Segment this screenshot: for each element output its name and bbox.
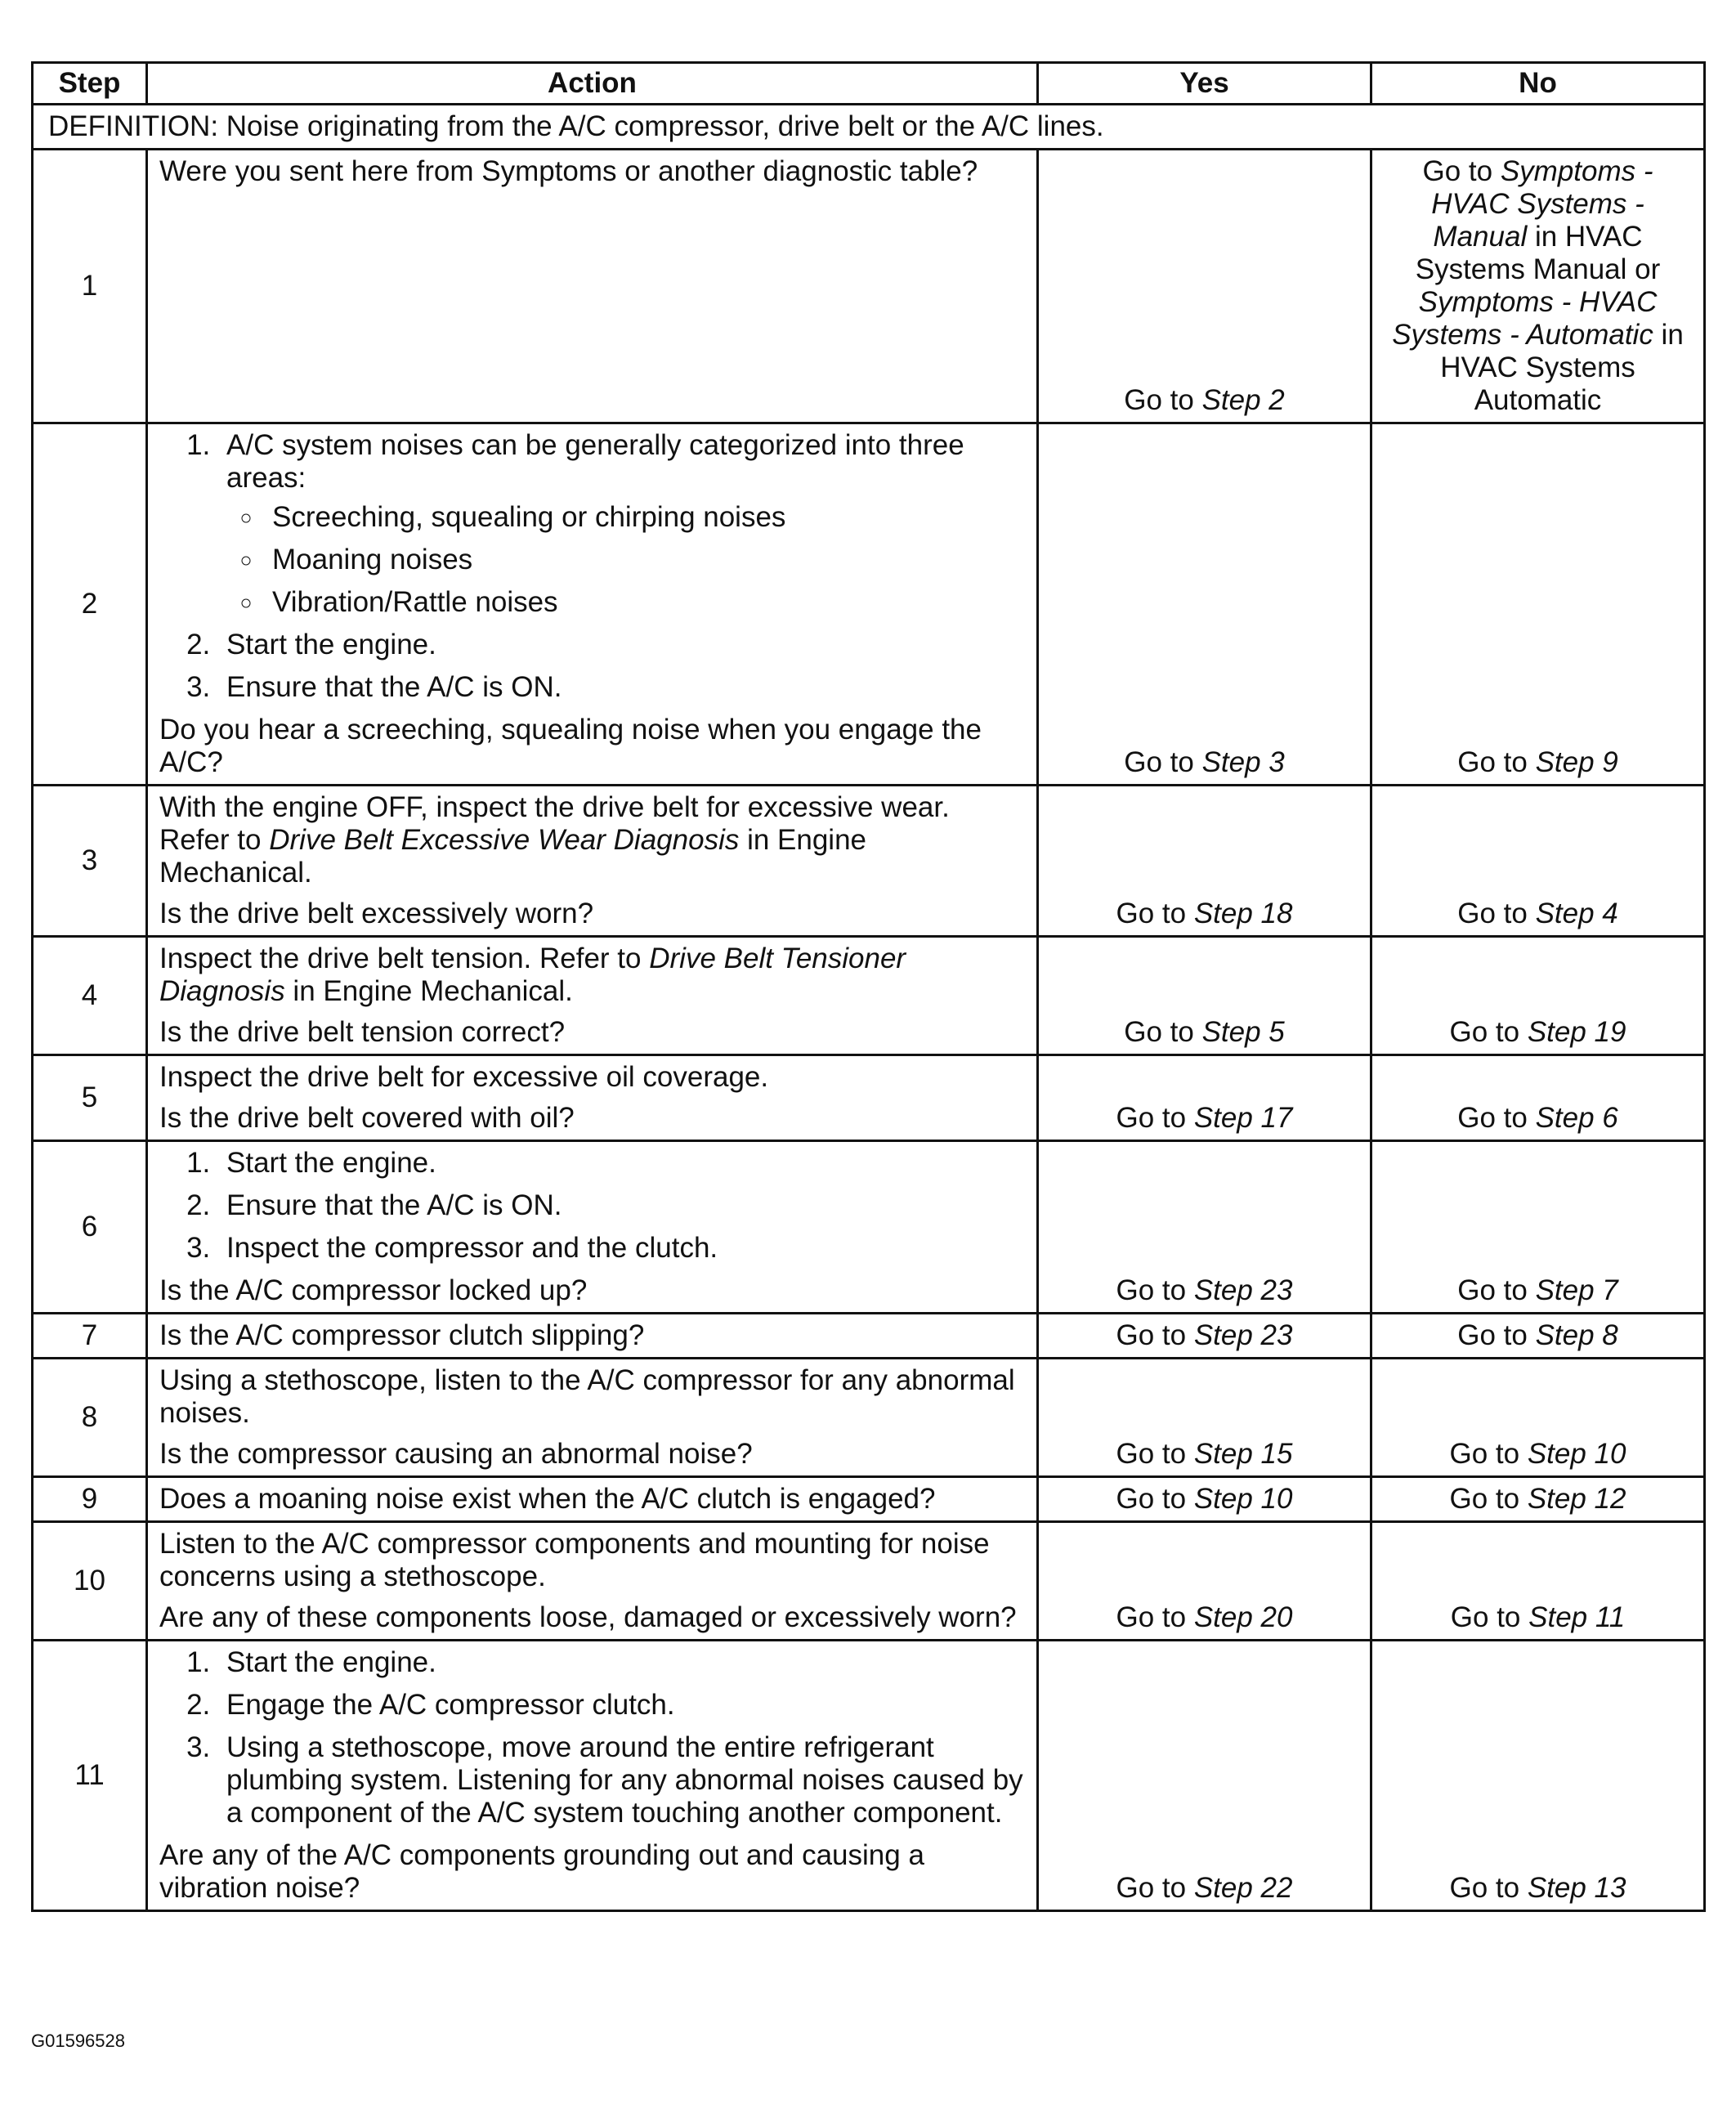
no-result bbox=[1384, 1438, 1692, 1471]
table-row bbox=[33, 423, 1705, 786]
text-segment: in Engine Mechanical. bbox=[284, 975, 573, 1007]
yes-cell bbox=[1038, 1055, 1371, 1141]
table-row bbox=[33, 1141, 1705, 1314]
step-number: 2 bbox=[33, 423, 147, 786]
text-segment: Listen to the A/C compressor components and mounting for noise concerns using a stethoscope. bbox=[159, 1528, 990, 1592]
reference-link-text: Step 9 bbox=[1535, 746, 1618, 778]
text-segment: in HVAC Systems Automatic bbox=[1440, 319, 1684, 416]
action-paragraph bbox=[159, 155, 1025, 188]
text-segment: Inspect the compressor and the clutch. bbox=[226, 1232, 718, 1264]
step-number: 4 bbox=[33, 937, 147, 1055]
action-paragraph bbox=[159, 1601, 1025, 1634]
text-segment: Go to bbox=[1449, 1872, 1528, 1904]
text-segment: Go to bbox=[1457, 898, 1536, 929]
reference-link-text: Step 22 bbox=[1193, 1872, 1293, 1904]
text-segment: Is the drive belt excessively worn? bbox=[159, 898, 594, 929]
text-segment: With the engine OFF, inspect the drive belt for excessive wear. Refer to bbox=[159, 791, 950, 856]
yes-result bbox=[1050, 1319, 1358, 1352]
yes-cell bbox=[1038, 786, 1371, 937]
text-segment: Using a stethoscope, move around the entire refrigerant plumbing system. Listening for any abnormal noises caused by a component of the A/C system touching another component. bbox=[226, 1731, 1023, 1829]
action-steps-list bbox=[159, 429, 1025, 704]
text-segment: Go to bbox=[1422, 155, 1501, 187]
no-cell bbox=[1371, 1055, 1705, 1141]
step-number: 6 bbox=[33, 1141, 147, 1314]
action-step-item bbox=[218, 429, 1025, 619]
text-segment: Go to bbox=[1116, 1274, 1194, 1306]
header-row bbox=[33, 63, 1705, 105]
reference-link-text: Step 15 bbox=[1193, 1438, 1293, 1470]
text-segment: Go to bbox=[1116, 1438, 1194, 1470]
no-result bbox=[1384, 1274, 1692, 1307]
text-segment: Go to bbox=[1116, 1601, 1194, 1633]
reference-link-text: Step 10 bbox=[1527, 1438, 1626, 1470]
action-cell bbox=[147, 1314, 1038, 1359]
no-result bbox=[1384, 1872, 1692, 1905]
action-paragraph bbox=[159, 714, 1025, 779]
yes-result bbox=[1050, 1483, 1358, 1516]
no-cell bbox=[1371, 786, 1705, 937]
text-segment: Go to bbox=[1449, 1438, 1528, 1470]
step-number: 5 bbox=[33, 1055, 147, 1141]
action-paragraph bbox=[159, 1528, 1025, 1593]
action-paragraph bbox=[159, 898, 1025, 930]
table-body bbox=[33, 105, 1705, 1911]
table-row bbox=[33, 1522, 1705, 1641]
text-segment: Is the A/C compressor clutch slipping? bbox=[159, 1319, 645, 1351]
reference-link-text: Drive Belt Excessive Wear Diagnosis bbox=[269, 824, 740, 856]
text-segment: Start the engine. bbox=[226, 1646, 436, 1678]
text-segment: Go to bbox=[1116, 1319, 1194, 1351]
text-segment: Go to bbox=[1457, 1102, 1536, 1134]
no-cell bbox=[1371, 1477, 1705, 1522]
step-number: 10 bbox=[33, 1522, 147, 1641]
header-no: No bbox=[1371, 63, 1705, 105]
table-row bbox=[33, 150, 1705, 423]
text-segment: Is the drive belt covered with oil? bbox=[159, 1102, 575, 1134]
text-segment: Go to bbox=[1116, 1483, 1194, 1515]
text-segment: Go to bbox=[1124, 384, 1202, 416]
text-segment: Go to bbox=[1457, 1274, 1536, 1306]
text-segment: Start the engine. bbox=[226, 629, 436, 660]
action-step-item bbox=[218, 1689, 1025, 1722]
action-paragraph bbox=[159, 1274, 1025, 1307]
action-step-item bbox=[218, 1232, 1025, 1265]
action-step-item bbox=[218, 1731, 1025, 1829]
yes-cell bbox=[1038, 423, 1371, 786]
text-segment: Using a stethoscope, listen to the A/C compressor for any abnormal noises. bbox=[159, 1364, 1015, 1429]
reference-link-text: Step 17 bbox=[1193, 1102, 1293, 1134]
table-row bbox=[33, 1641, 1705, 1911]
yes-result bbox=[1050, 1438, 1358, 1471]
action-cell bbox=[147, 1359, 1038, 1477]
reference-link-text: Step 5 bbox=[1201, 1016, 1285, 1048]
no-result bbox=[1384, 1483, 1692, 1516]
text-segment: Is the A/C compressor locked up? bbox=[159, 1274, 588, 1306]
reference-link-text: Step 11 bbox=[1528, 1601, 1626, 1633]
text-segment: in HVAC Systems Manual or bbox=[1415, 221, 1661, 285]
figure-code: G01596528 bbox=[31, 2031, 125, 2051]
table-row bbox=[33, 1055, 1705, 1141]
no-cell bbox=[1371, 1314, 1705, 1359]
no-result bbox=[1384, 1016, 1692, 1049]
reference-link-text: Step 2 bbox=[1201, 384, 1285, 416]
text-segment: Does a moaning noise exist when the A/C clutch is engaged? bbox=[159, 1483, 936, 1515]
action-paragraph bbox=[159, 1839, 1025, 1905]
header-yes: Yes bbox=[1038, 63, 1371, 105]
reference-link-text: Step 10 bbox=[1193, 1483, 1293, 1515]
yes-cell bbox=[1038, 1522, 1371, 1641]
yes-result bbox=[1050, 384, 1358, 417]
action-paragraph bbox=[159, 1483, 1025, 1516]
action-step-item bbox=[218, 1147, 1025, 1180]
text-segment: Inspect the drive belt for excessive oil coverage. bbox=[159, 1061, 769, 1093]
header-step: Step bbox=[33, 63, 147, 105]
reference-link-text: Step 7 bbox=[1535, 1274, 1618, 1306]
reference-link-text: Step 3 bbox=[1201, 746, 1285, 778]
text-segment: Go to bbox=[1450, 1601, 1529, 1633]
step-number: 11 bbox=[33, 1641, 147, 1911]
text-segment: Are any of the A/C components grounding out and causing a vibration noise? bbox=[159, 1839, 924, 1904]
text-segment: Inspect the drive belt tension. Refer to bbox=[159, 943, 650, 974]
action-paragraph bbox=[159, 1016, 1025, 1049]
action-steps-list bbox=[159, 1147, 1025, 1265]
table-row bbox=[33, 1359, 1705, 1477]
action-steps-list bbox=[159, 1646, 1025, 1829]
text-segment: Start the engine. bbox=[226, 1147, 436, 1179]
reference-link-text: Step 18 bbox=[1193, 898, 1293, 929]
no-result bbox=[1384, 155, 1692, 417]
text-segment: Go to bbox=[1449, 1016, 1528, 1048]
yes-cell bbox=[1038, 1359, 1371, 1477]
no-result bbox=[1384, 746, 1692, 779]
action-paragraph bbox=[159, 1102, 1025, 1135]
yes-cell bbox=[1038, 1641, 1371, 1911]
action-cell bbox=[147, 1522, 1038, 1641]
action-cell bbox=[147, 1141, 1038, 1314]
action-cell bbox=[147, 1641, 1038, 1911]
yes-cell bbox=[1038, 1314, 1371, 1359]
step-number: 8 bbox=[33, 1359, 147, 1477]
noise-category-item: ◦ Moaning noises bbox=[264, 544, 1025, 576]
reference-link-text: Step 20 bbox=[1193, 1601, 1293, 1633]
action-cell bbox=[147, 937, 1038, 1055]
yes-cell bbox=[1038, 1141, 1371, 1314]
text-segment: Ensure that the A/C is ON. bbox=[226, 1189, 562, 1221]
action-paragraph bbox=[159, 1364, 1025, 1430]
yes-result bbox=[1050, 1601, 1358, 1634]
reference-link-text: Step 12 bbox=[1527, 1483, 1626, 1515]
text-segment: Do you hear a screeching, squealing noise when you engage the A/C? bbox=[159, 714, 982, 778]
text-segment: Go to bbox=[1116, 898, 1194, 929]
reference-link-text: Drive Belt Tensioner Diagnosis bbox=[159, 943, 906, 1007]
text-segment: Go to bbox=[1457, 746, 1536, 778]
no-cell bbox=[1371, 1141, 1705, 1314]
action-cell bbox=[147, 1055, 1038, 1141]
action-step-item bbox=[218, 1189, 1025, 1222]
text-segment: Is the compressor causing an abnormal noise? bbox=[159, 1438, 753, 1470]
no-result bbox=[1384, 1319, 1692, 1352]
reference-link-text: Step 8 bbox=[1535, 1319, 1618, 1351]
text-segment: Are any of these components loose, damaged or excessively worn? bbox=[159, 1601, 1017, 1633]
action-step-item bbox=[218, 629, 1025, 661]
text-segment: Engage the A/C compressor clutch. bbox=[226, 1689, 675, 1721]
reference-link-text: Step 6 bbox=[1535, 1102, 1618, 1134]
text-segment: Go to bbox=[1116, 1872, 1194, 1904]
no-cell bbox=[1371, 1522, 1705, 1641]
step-number: 1 bbox=[33, 150, 147, 423]
text-segment: Go to bbox=[1449, 1483, 1528, 1515]
definition-text: DEFINITION: Noise originating from the A/C compressor, drive belt or the A/C lines. bbox=[33, 105, 1705, 150]
no-result bbox=[1384, 898, 1692, 930]
table-row bbox=[33, 786, 1705, 937]
noise-category-list bbox=[226, 501, 1025, 619]
definition-row bbox=[33, 105, 1705, 150]
reference-link-text: Step 19 bbox=[1527, 1016, 1626, 1048]
step-number: 7 bbox=[33, 1314, 147, 1359]
yes-result bbox=[1050, 1016, 1358, 1049]
no-cell bbox=[1371, 423, 1705, 786]
yes-result bbox=[1050, 1102, 1358, 1135]
diagnostic-table bbox=[31, 61, 1706, 1912]
step-number: 3 bbox=[33, 786, 147, 937]
yes-result bbox=[1050, 1274, 1358, 1307]
action-cell bbox=[147, 423, 1038, 786]
no-cell bbox=[1371, 937, 1705, 1055]
action-cell bbox=[147, 786, 1038, 937]
action-paragraph bbox=[159, 943, 1025, 1008]
action-step-item bbox=[218, 671, 1025, 704]
text-segment: in Engine Mechanical. bbox=[159, 824, 867, 889]
reference-link-text: Symptoms - HVAC Systems - Manual bbox=[1431, 155, 1653, 253]
reference-link-text: Step 4 bbox=[1535, 898, 1618, 929]
table-row bbox=[33, 1477, 1705, 1522]
action-cell bbox=[147, 1477, 1038, 1522]
action-paragraph bbox=[159, 1061, 1025, 1094]
text-segment: Go to bbox=[1124, 746, 1202, 778]
reference-link-text: Step 23 bbox=[1193, 1319, 1293, 1351]
no-result bbox=[1384, 1102, 1692, 1135]
text-segment: Go to bbox=[1116, 1102, 1194, 1134]
no-result bbox=[1384, 1601, 1692, 1634]
yes-result bbox=[1050, 746, 1358, 779]
text-segment: Go to bbox=[1124, 1016, 1202, 1048]
text-segment: A/C system noises can be generally categorized into three areas: bbox=[226, 429, 964, 494]
yes-result bbox=[1050, 1872, 1358, 1905]
yes-cell bbox=[1038, 1477, 1371, 1522]
reference-link-text: Symptoms - HVAC Systems - Automatic bbox=[1392, 286, 1658, 351]
text-segment: Is the drive belt tension correct? bbox=[159, 1016, 566, 1048]
action-step-item bbox=[218, 1646, 1025, 1679]
text-segment: Go to bbox=[1457, 1319, 1536, 1351]
text-segment: Ensure that the A/C is ON. bbox=[226, 671, 562, 703]
no-cell bbox=[1371, 1641, 1705, 1911]
action-paragraph bbox=[159, 1438, 1025, 1471]
text-segment: Were you sent here from Symptoms or another diagnostic table? bbox=[159, 155, 978, 187]
step-number: 9 bbox=[33, 1477, 147, 1522]
action-cell bbox=[147, 150, 1038, 423]
noise-category-item: ◦ Screeching, squealing or chirping noises bbox=[264, 501, 1025, 534]
reference-link-text: Step 23 bbox=[1193, 1274, 1293, 1306]
no-cell bbox=[1371, 150, 1705, 423]
yes-result bbox=[1050, 898, 1358, 930]
action-paragraph bbox=[159, 1319, 1025, 1352]
no-cell bbox=[1371, 1359, 1705, 1477]
action-paragraph bbox=[159, 791, 1025, 889]
header-action: Action bbox=[147, 63, 1038, 105]
noise-category-item: ◦ Vibration/Rattle noises bbox=[264, 586, 1025, 619]
yes-cell bbox=[1038, 150, 1371, 423]
table-row bbox=[33, 937, 1705, 1055]
yes-cell bbox=[1038, 937, 1371, 1055]
table-row bbox=[33, 1314, 1705, 1359]
reference-link-text: Step 13 bbox=[1527, 1872, 1626, 1904]
